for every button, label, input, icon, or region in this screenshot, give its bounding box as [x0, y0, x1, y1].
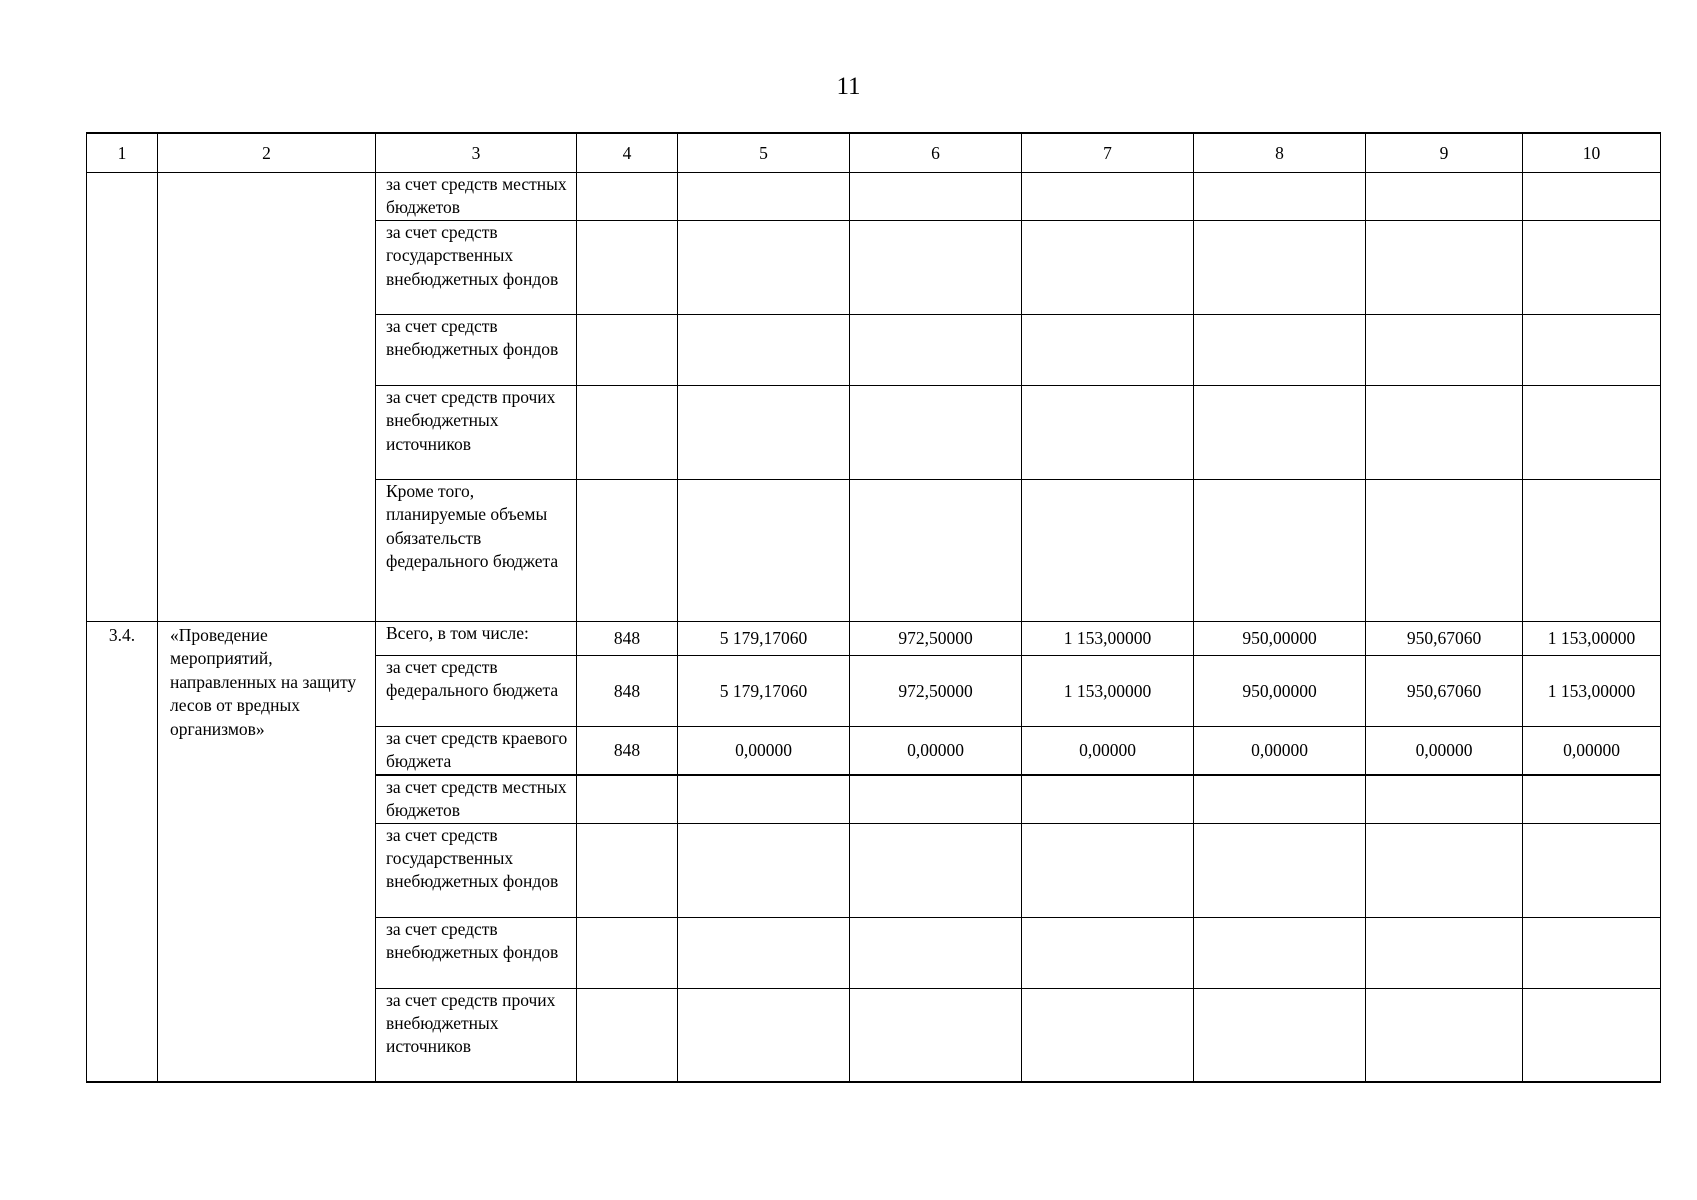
row-index: 3.4. — [87, 622, 158, 1083]
value-cell: 0,00000 — [1366, 727, 1523, 775]
value-cell: 1 153,00000 — [1022, 656, 1194, 727]
table-row — [87, 622, 1661, 656]
value-cell: 5 179,17060 — [678, 622, 850, 656]
source-cell: Всего, в том числе: — [376, 622, 577, 656]
value-cell: 950,67060 — [1366, 622, 1523, 656]
name-cell — [158, 173, 376, 622]
value-cell: 848 — [577, 622, 678, 656]
value-cell: 950,00000 — [1194, 622, 1366, 656]
source-cell: за счет средств государственных внебюджетных фондов — [376, 823, 577, 917]
header-col-10: 10 — [1523, 133, 1661, 173]
header-col-6: 6 — [850, 133, 1022, 173]
source-cell: за счет средств федерального бюджета — [376, 656, 577, 727]
index-cell — [87, 173, 158, 622]
header-col-8: 8 — [1194, 133, 1366, 173]
value-cell: 0,00000 — [850, 727, 1022, 775]
value-cell: 1 153,00000 — [1523, 656, 1661, 727]
header-col-3: 3 — [376, 133, 577, 173]
source-cell: за счет средств внебюджетных фондов — [376, 315, 577, 386]
source-cell: за счет средств прочих внебюджетных источников — [376, 386, 577, 480]
source-cell: за счет средств краевого бюджета — [376, 727, 577, 775]
activity-name: «Проведение мероприятий, направленных на защиту лесов от вредных организмов» — [158, 622, 376, 1083]
header-col-9: 9 — [1366, 133, 1523, 173]
value-cell: 848 — [577, 656, 678, 727]
table-row — [87, 173, 1661, 221]
value-cell: 972,50000 — [850, 656, 1022, 727]
source-cell: Кроме того, планируемые объемы обязательств федерального бюджета — [376, 480, 577, 622]
value-cell: 0,00000 — [1022, 727, 1194, 775]
value-cell: 1 153,00000 — [1523, 622, 1661, 656]
value-cell: 0,00000 — [1194, 727, 1366, 775]
value-cell: 972,50000 — [850, 622, 1022, 656]
source-cell: за счет средств внебюджетных фондов — [376, 917, 577, 988]
value-cell: 0,00000 — [678, 727, 850, 775]
source-cell: за счет средств прочих внебюджетных источников — [376, 988, 577, 1082]
header-col-7: 7 — [1022, 133, 1194, 173]
source-cell: за счет средств местных бюджетов — [376, 775, 577, 823]
header-row — [87, 133, 1661, 173]
header-col-2: 2 — [158, 133, 376, 173]
value-cell: 5 179,17060 — [678, 656, 850, 727]
budget-table — [86, 132, 1661, 1083]
value-cell: 950,00000 — [1194, 656, 1366, 727]
header-col-5: 5 — [678, 133, 850, 173]
header-col-4: 4 — [577, 133, 678, 173]
value-cell: 848 — [577, 727, 678, 775]
value-cell: 950,67060 — [1366, 656, 1523, 727]
header-col-1: 1 — [87, 133, 158, 173]
source-cell: за счет средств местных бюджетов — [376, 173, 577, 221]
source-cell: за счет средств государственных внебюджетных фондов — [376, 221, 577, 315]
page-number: 11 — [836, 73, 861, 100]
value-cell: 1 153,00000 — [1022, 622, 1194, 656]
value-cell: 0,00000 — [1523, 727, 1661, 775]
